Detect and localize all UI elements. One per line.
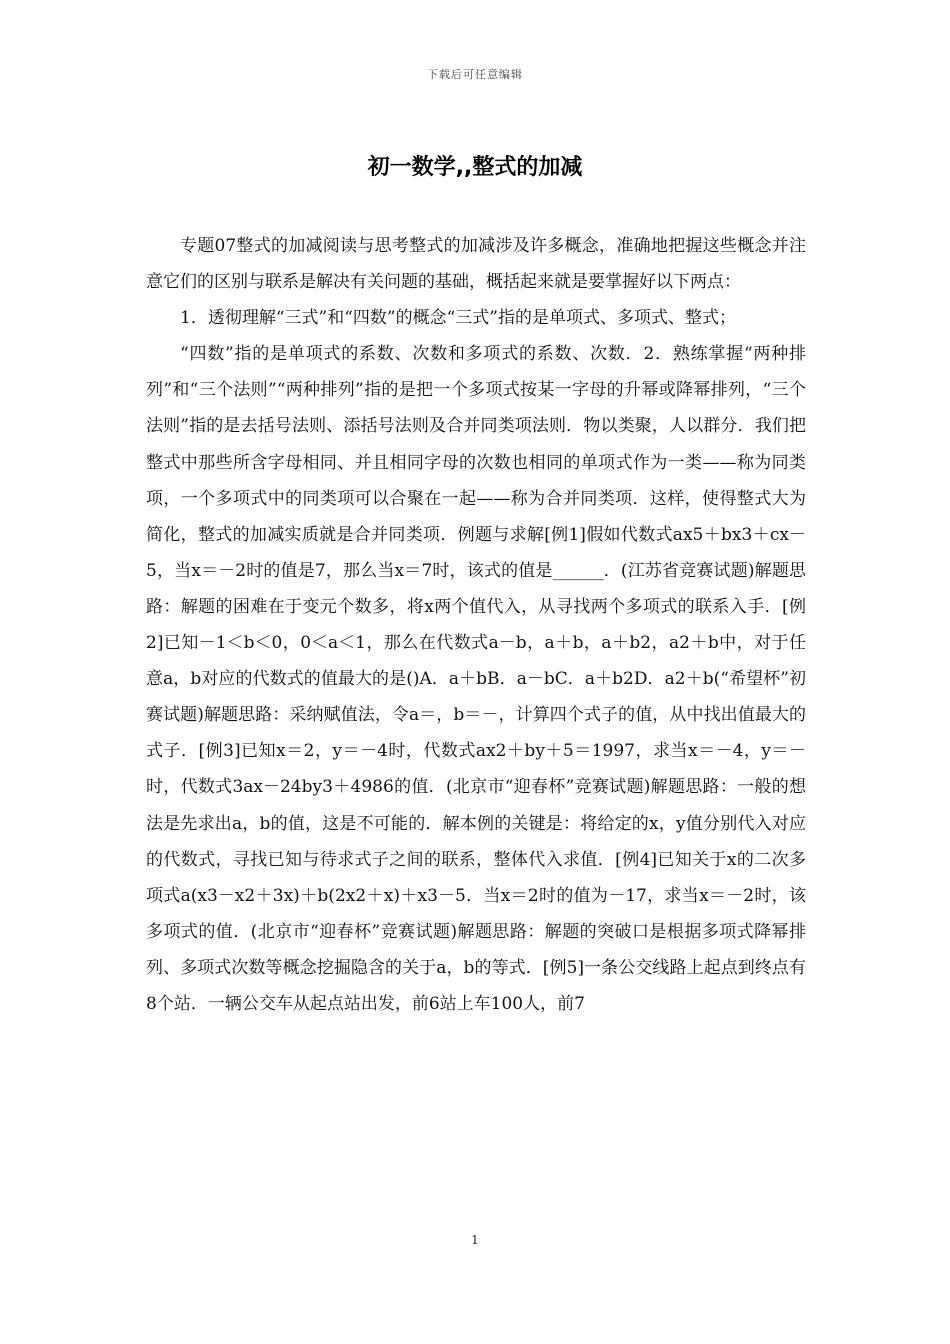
document-title: 初一数学,,整式的加减 (367, 155, 583, 180)
paragraph-intro: 专题07整式的加减阅读与思考整式的加减涉及许多概念，准确地把握这些概念并注意它们的区别与联系是解决有关问题的基础，概括起来就是要掌握好以下两点： (146, 236, 806, 293)
document-body (146, 228, 806, 1022)
page-number: 1 (471, 1233, 479, 1247)
paragraph-point-2-and-examples: “四数”指的是单项式的系数、次数和多项式的系数、次数．2．熟练掌握“两种排列”和“三个法则”“两种排列”指的是把一个多项式按某一字母的升幂或降幂排列，“三个法则”指的是去括号法则、添括号法则及合并同类项法则．物以类聚，人以群分．我们把整式中那些所含字母相同、并且相同字母的次数也相同的单项式作为一类——称为同类项，一个多项式中的同类项可以合聚在一起——称为合并同类项．这样，使得整式大为简化，整式的加减实质就是合并同类项．例题与求解[例1]假如代数式ax5＋bx3＋cx－5，当x＝－2时的值是7，那么当x＝7时，该式的值是______．(江苏省竞赛试题)解题思路：解题的困难在于变元个数多，将x两个值代入，从寻找两个多项式的联系入手．[例2]已知－1＜b＜0，0＜a＜1，那么在代数式a－b，a＋b，a＋b2，a2＋b中，对于任意a，b对应的代数式的值最大的是()A．a＋bB．a－bC．a＋b2D．a2＋b(“希望杯”初赛试题)解题思路：采纳赋值法，令a＝，b＝－，计算四个式子的值，从中找出值最大的式子．[例3]已知x＝2，y＝－4时，代数式ax2＋by＋5＝1997，求当x＝－4，y＝－时，代数式3ax－24by3＋4986的值．(北京市“迎春杯”竞赛试题)解题思路：一般的想法是先求出a，b的值，这是不可能的．解本例的关键是：将给定的x，y值分别代入对应的代数式，寻找已知与待求式子之间的联系，整体代入求值．[例4]已知关于x的二次多项式a(x3－x2＋3x)＋b(2x2＋x)＋x3－5．当x＝2时的值为－17，求当x＝－2时，该多项式的值．(北京市“迎春杯”竞赛试题)解题思路：解题的突破口是根据多项式降幂排列、多项式次数等概念挖掘隐含的关于a，b的等式．[例5]一条公交线路上起点到终点有8个站．一辆公交车从起点站出发，前6站上车100人，前7 (146, 344, 806, 1014)
header-note: 下载后可任意编辑 (427, 68, 523, 81)
paragraph-point-1: 1．透彻理解“三式”和“四数”的概念“三式”指的是单项式、多项式、整式； (180, 308, 736, 329)
